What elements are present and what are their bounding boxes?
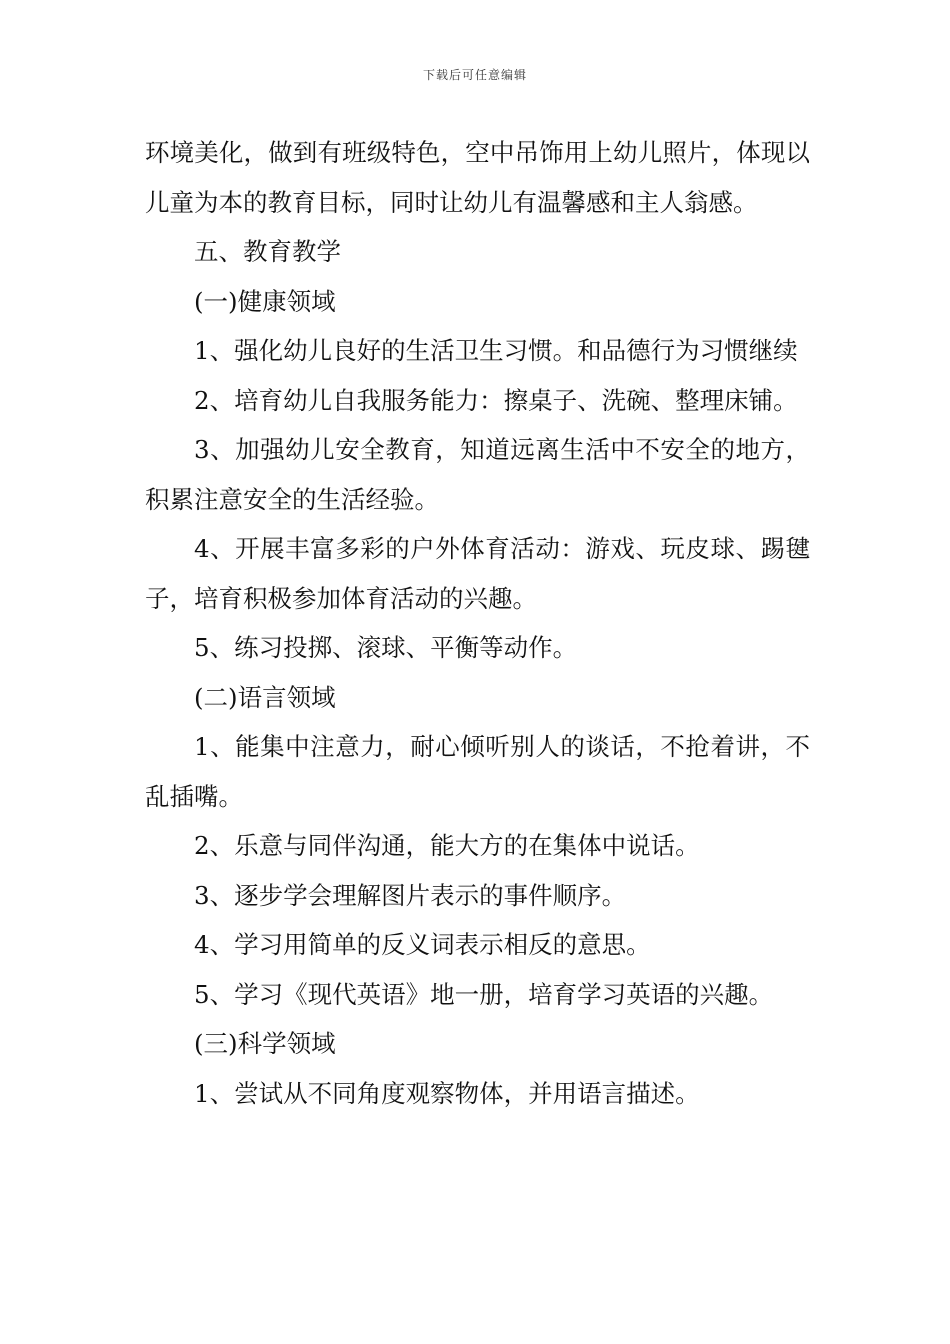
subsection-heading-health: (一)健康领域 [194,286,336,316]
list-item-health-1: 1、强化幼儿良好的生活卫生习惯。和品德行为习惯继续 [194,336,798,365]
paragraph-environment: 环境美化，做到有班级特色，空中吊饰用上幼儿照片，体现以儿童为本的教育目标，同时让幼儿有温馨感和主人翁感。 [145,138,810,217]
list-item-language-2: 2、乐意与同伴沟通，能大方的在集体中说话。 [194,831,700,860]
list-item-health-5: 5、练习投掷、滚球、平衡等动作。 [194,633,578,662]
list-item-health-2: 2、培育幼儿自我服务能力：擦桌子、洗碗、整理床铺。 [194,385,798,415]
list-item-language-5: 5、学习《现代英语》地一册，培育学习英语的兴趣。 [194,979,774,1009]
section-heading-education: 五、教育教学 [194,237,341,266]
list-item-language-4: 4、学习用简单的反义词表示相反的意思。 [194,930,651,959]
subsection-heading-science: (三)科学领域 [194,1029,336,1058]
list-item-language-1: 1、能集中注意力，耐心倾听别人的谈话，不抢着讲，不乱插嘴。 [145,732,810,811]
list-item-health-3: 3、加强幼儿安全教育，知道远离生活中不安全的地方，积累注意安全的生活经验。 [145,435,810,514]
document-body [145,128,810,1118]
page-header-note: 下载后可任意编辑 [422,68,527,82]
subsection-heading-language: (二)语言领域 [194,682,336,712]
list-item-language-3: 3、逐步学会理解图片表示的事件顺序。 [194,880,627,910]
list-item-health-4: 4、开展丰富多彩的户外体育活动：游戏、玩皮球、踢毽子，培育积极参加体育活动的兴趣。 [145,534,810,613]
list-item-science-1: 1、尝试从不同角度观察物体，并用语言描述。 [194,1078,700,1108]
